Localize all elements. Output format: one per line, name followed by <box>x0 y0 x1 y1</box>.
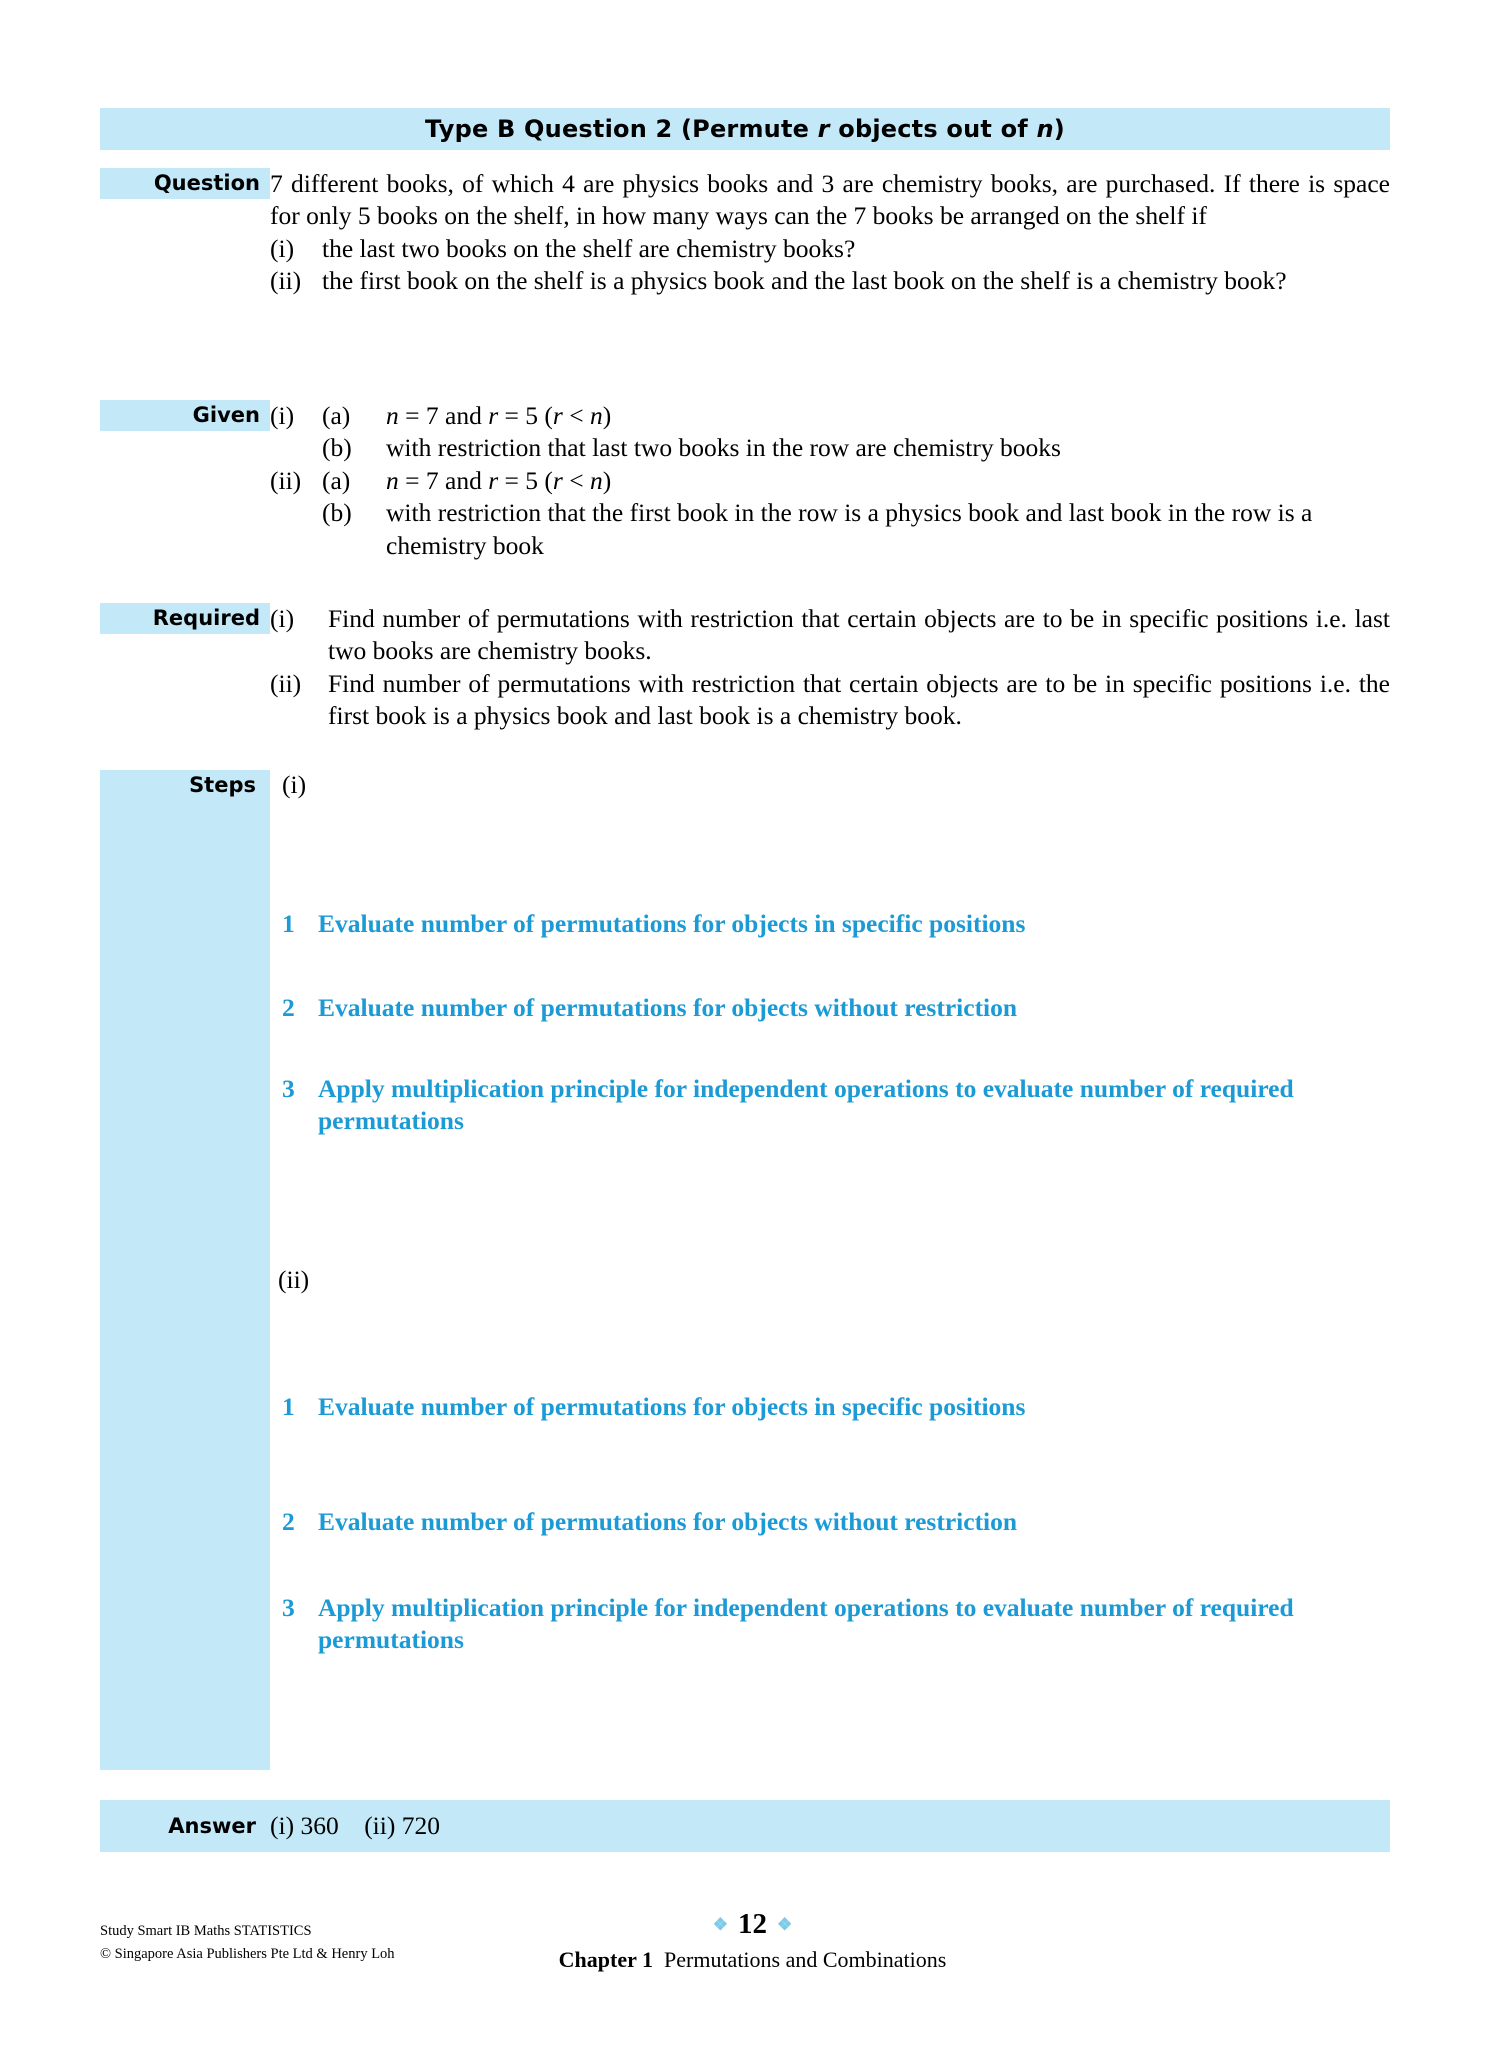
list-item <box>270 233 1390 265</box>
title-italic-n: n <box>1036 115 1054 143</box>
given-subitem-marker: (b) <box>322 498 352 528</box>
given-subitem <box>322 432 1390 464</box>
given-body <box>270 400 1390 562</box>
footer-copyright: © Singapore Asia Publishers Pte Ltd & Henry Loh <box>100 1946 395 1963</box>
list-marker: (i) <box>270 233 295 263</box>
list-item <box>270 265 1390 297</box>
given-subitem <box>322 465 1390 497</box>
required-label-col <box>100 603 270 733</box>
footer-page-number-block <box>0 1908 1505 1941</box>
question-body <box>270 168 1390 298</box>
step-text: Evaluate number of permutations for objects without restriction <box>318 1507 1018 1536</box>
page-title: Type B Question 2 (Permute r objects out of n) <box>425 115 1065 143</box>
question-label-col <box>100 168 270 298</box>
step-text: Apply multiplication principle for independent operations to evaluate number of required permutations <box>318 1593 1294 1655</box>
given-group <box>270 465 1390 562</box>
given-subitem-marker: (b) <box>322 433 352 463</box>
var-r2: r <box>552 401 563 430</box>
step-item <box>282 908 1392 940</box>
answer-label: Answer <box>168 1814 256 1838</box>
step-item <box>282 992 1392 1024</box>
step-text: Evaluate number of permutations for objects in specific positions <box>318 909 1026 938</box>
var-n2: n <box>589 401 603 430</box>
var-r: r <box>488 401 499 430</box>
list-marker: (ii) <box>270 668 302 698</box>
list-text: the last two books on the shelf are chemistry books? <box>322 233 856 263</box>
step-text: Apply multiplication principle for independent operations to evaluate number of required permutations <box>318 1074 1294 1136</box>
step-item <box>282 1592 1392 1657</box>
list-text: Find number of permutations with restriction that certain objects are to be in specific positions i.e. the first book is a physics book and last book is a chemistry book. <box>328 668 1390 731</box>
list-text: the first book on the shelf is a physics book and the last book on the shelf is a chemistry book? <box>322 266 1287 296</box>
given-group-marker: (ii) <box>270 465 302 495</box>
step-number: 2 <box>282 993 295 1022</box>
step-number: 1 <box>282 1392 295 1421</box>
answer-bar <box>100 1800 1390 1852</box>
var-n: n <box>386 401 399 430</box>
given-group-marker: (i) <box>270 401 295 430</box>
footer-chapter <box>0 1947 1505 1973</box>
required-label: Required <box>100 603 270 634</box>
answer-values: (i) 360 (ii) 720 <box>270 1811 440 1840</box>
list-marker: (i) <box>270 604 295 633</box>
question-list <box>270 233 1390 298</box>
var-r2: r <box>552 465 563 495</box>
list-item <box>270 603 1390 668</box>
diamond-right-icon: ❖ <box>777 1915 793 1934</box>
list-item <box>270 668 1390 733</box>
title-italic-r: r <box>817 115 830 143</box>
footer-chapter-number: Chapter 1 <box>558 1947 653 1972</box>
given-subitem <box>322 400 1390 432</box>
given-subitem-formula: n = 7 and r = 5 (r < n) <box>386 465 612 495</box>
list-marker: (ii) <box>270 266 302 296</box>
var-n: n <box>386 465 399 495</box>
given-label: Given <box>100 400 270 431</box>
steps-part-i-marker: (i) <box>282 770 307 799</box>
step-item <box>282 1391 1392 1423</box>
required-row <box>100 603 1390 733</box>
step-number: 3 <box>282 1593 295 1622</box>
given-subitem-marker: (a) <box>322 465 351 495</box>
given-subitem <box>322 497 1390 562</box>
given-subitem-formula: n = 7 and r = 5 (r < n) <box>386 401 612 430</box>
required-body <box>270 603 1390 733</box>
page-number: 12 <box>738 1908 767 1940</box>
steps-sidebar <box>100 770 270 1770</box>
step-number: 2 <box>282 1507 295 1536</box>
step-number: 1 <box>282 909 295 938</box>
var-r: r <box>488 465 499 495</box>
given-subitem-text: with restriction that last two books in the row are chemistry books <box>386 433 1061 463</box>
list-text: Find number of permutations with restriction that certain objects are to be in specific positions i.e. last two books are chemistry books. <box>328 604 1390 666</box>
given-subitem-marker: (a) <box>322 401 351 430</box>
steps-part-ii-marker: (ii) <box>278 1265 310 1294</box>
given-group <box>270 400 1390 465</box>
step-item <box>282 1506 1392 1538</box>
question-label: Question <box>100 168 270 199</box>
step-text: Evaluate number of permutations for objects without restriction <box>318 993 1018 1022</box>
footer-chapter-title: Permutations and Combinations <box>664 1947 947 1972</box>
steps-label: Steps <box>189 773 256 797</box>
diamond-left-icon: ❖ <box>712 1915 728 1934</box>
footer-book-title: Study Smart IB Maths STATISTICS <box>100 1923 312 1939</box>
given-label-col <box>100 400 270 562</box>
header-banner <box>100 108 1390 150</box>
given-row <box>100 400 1390 562</box>
step-number: 3 <box>282 1074 295 1103</box>
var-n2: n <box>589 465 603 495</box>
question-intro: 7 different books, of which 4 are physics books and 3 are chemistry books, are purchased. If there is space for only 5 books on the shelf, in how many ways can the 7 books be arranged on the shelf if <box>270 169 1390 231</box>
step-item <box>282 1073 1392 1138</box>
step-text: Evaluate number of permutations for objects in specific positions <box>318 1392 1026 1421</box>
given-subitem-text: with restriction that the first book in the row is a physics book and last book in the row is a chemistry book <box>386 498 1313 560</box>
question-row <box>100 168 1390 298</box>
